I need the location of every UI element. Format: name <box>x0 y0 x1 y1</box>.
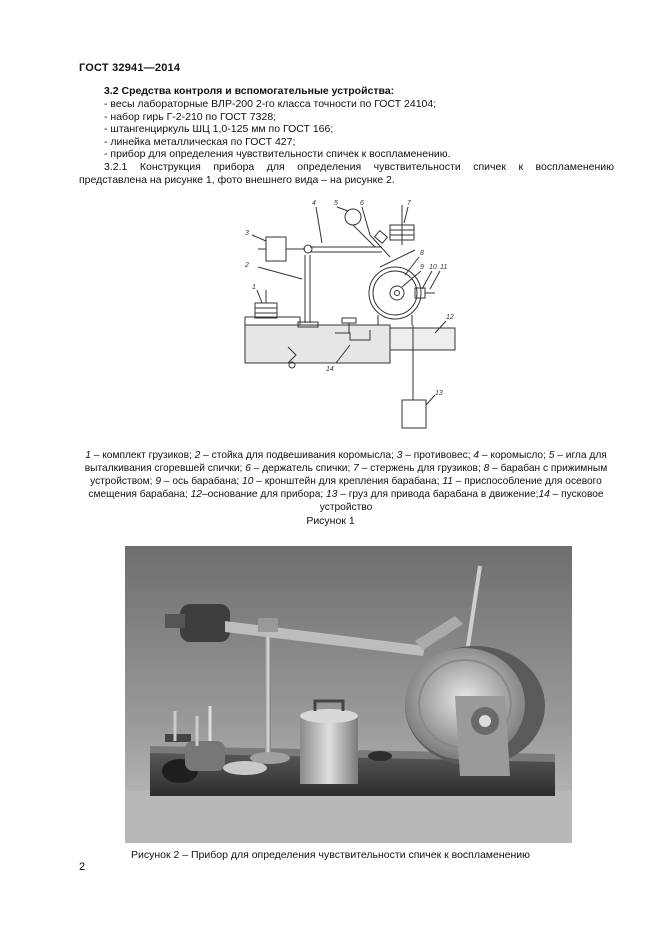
callout-10: 10 <box>429 264 437 271</box>
callout-3: 3 <box>245 230 249 237</box>
legend-entry: 6 – держатель спички; <box>245 463 354 474</box>
list-item: - набор гирь Г-2-210 по ГОСТ 7328; <box>104 110 277 123</box>
legend-entry: 13 – груз для привода барабана в движение; <box>326 489 539 500</box>
figure2-photo <box>125 546 572 843</box>
equipment-list <box>104 98 451 161</box>
paragraph-line-1: 3.2.1 Конструкция прибора для определения чувствительности спичек к воспламенению <box>104 161 614 173</box>
legend-entry: 11 – приспособление для осевого смещения барабана; <box>88 476 602 500</box>
legend-entry: 9 – ось барабана; <box>155 476 243 487</box>
list-item: - прибор для определения чувствительности спичек к воспламенению. <box>104 148 451 161</box>
figure1-caption: Рисунок 1 <box>306 515 355 527</box>
legend-entry: 12–основание для прибора; <box>190 489 327 500</box>
paragraph-line-2: представлена на рисунке 1, фото внешнего вида – на рисунке 2. <box>79 174 395 186</box>
legend-entry: 8 – барабан с прижимным устройством; <box>90 463 608 487</box>
legend-entry: 4 – коромысло; <box>473 450 549 461</box>
callout-11: 11 <box>440 264 448 271</box>
figure1-schematic <box>230 195 470 435</box>
section-title: 3.2 Средства контроля и вспомогательные устройства: <box>104 85 395 97</box>
callout-4: 4 <box>312 200 316 207</box>
callout-5: 5 <box>334 200 338 207</box>
document-header: ГОСТ 32941—2014 <box>79 62 181 74</box>
legend-entry: 3 – противовес; <box>396 450 474 461</box>
legend-entry: 10 – кронштейн для крепления барабана; <box>242 476 443 487</box>
legend-entry: 2 – стойка для подвешивания коромысла; <box>194 450 397 461</box>
legend-entry: 14 – пусковое устройство <box>319 489 604 513</box>
callout-2: 2 <box>245 262 249 269</box>
callout-6: 6 <box>360 200 364 207</box>
legend-entry: 7 – стержень для грузиков; <box>353 463 484 474</box>
callout-14: 14 <box>326 366 334 373</box>
legend-entry: 5 – игла для выталкивания сгоревшей спички; <box>84 450 607 474</box>
list-item: - штангенциркуль ШЦ 1,0-125 мм по ГОСТ 166; <box>104 123 334 136</box>
callout-1: 1 <box>252 284 256 291</box>
callout-8: 8 <box>420 250 424 257</box>
list-item: - весы лабораторные ВЛР-200 2-го класса точности по ГОСТ 24104; <box>104 98 437 110</box>
figure2-caption: Рисунок 2 – Прибор для определения чувствительности спичек к воспламенению <box>130 849 531 861</box>
callout-7: 7 <box>407 200 411 207</box>
callout-9: 9 <box>420 264 424 271</box>
figure1-legend <box>80 449 612 514</box>
page-number: 2 <box>79 861 86 873</box>
callout-12: 12 <box>446 314 454 321</box>
callout-13: 13 <box>435 390 443 397</box>
list-item: - линейка металлическая по ГОСТ 427; <box>104 135 296 148</box>
legend-entry: 1 – комплект грузиков; <box>85 450 195 461</box>
